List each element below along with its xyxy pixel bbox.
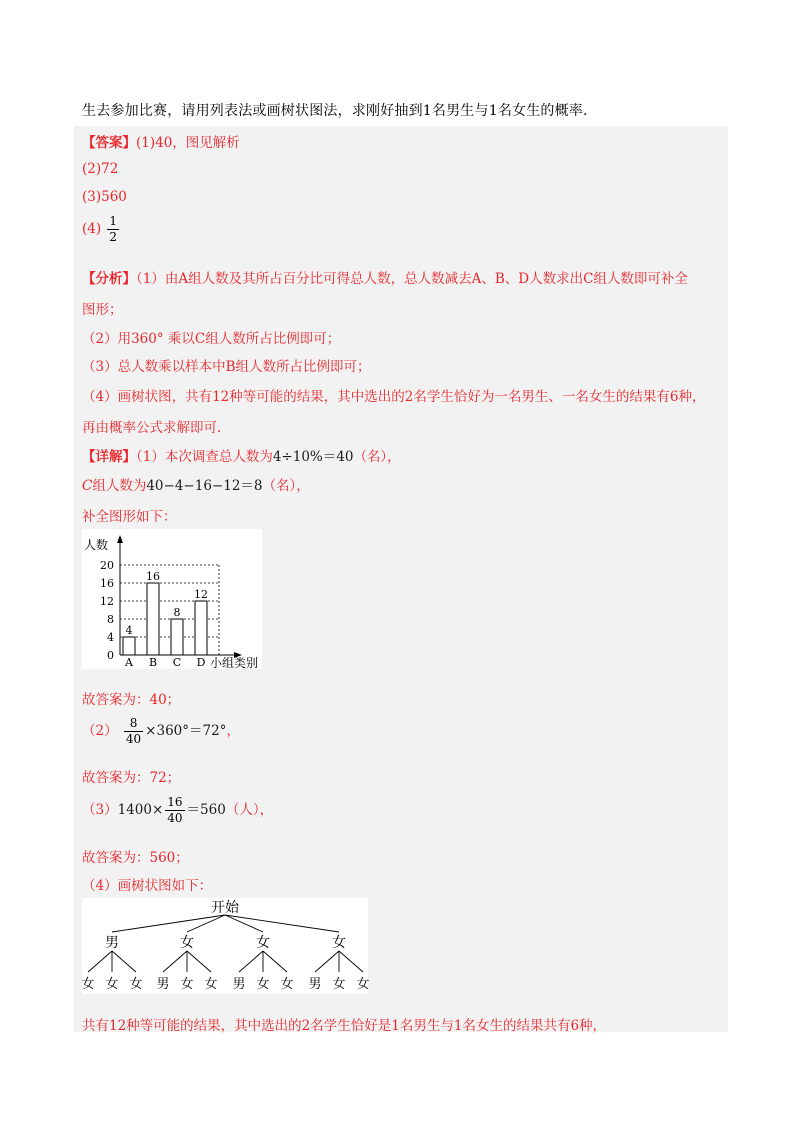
y-axis-label: 人数 <box>84 538 109 552</box>
x-tick-label: D <box>196 656 206 669</box>
fraction-denominator: 40 <box>125 732 142 746</box>
detail-part-4: （4）画树状图如下： <box>82 878 213 894</box>
tree-leaf-node: 男 <box>232 977 246 992</box>
tree-level1-node: 女 <box>180 935 194 951</box>
bar-data-label: 12 <box>194 588 208 601</box>
tree-leaf-node: 女 <box>105 977 119 992</box>
tree-diagram <box>82 898 368 994</box>
analysis-text-4: （3）总人数乘以样本中B组人数所占比例即可； <box>82 359 371 375</box>
part-2-fraction <box>124 716 143 747</box>
detail-line-2 <box>82 474 310 494</box>
tree-leaf-node: 男 <box>156 977 170 992</box>
analysis-text-5: （4）画树状图，共有12种等可能的结果，其中选出的2名学生恰好为一名男生、一名女生的结果有6种， <box>82 389 706 405</box>
detail-tag: 【详解】 <box>82 449 136 465</box>
analysis-tag: 【分析】 <box>82 271 136 287</box>
detail-text-1: （1）本次调查总人数为 <box>136 449 273 465</box>
part-3-unit: （人）， <box>225 802 274 818</box>
part-3-fraction <box>165 795 184 826</box>
bar-chart-svg <box>82 529 262 669</box>
bar <box>171 619 183 655</box>
bar-data-label: 4 <box>125 624 133 637</box>
fraction-denominator: 2 <box>109 230 118 244</box>
tree-leaf-node: 男 <box>308 977 322 992</box>
tree-leaf-node: 女 <box>180 977 194 992</box>
tree-leaf-node: 女 <box>81 977 95 992</box>
answer-line-1 <box>82 131 240 151</box>
detail-answer-1: 故答案为：40； <box>82 692 181 708</box>
tree-branch <box>187 951 211 972</box>
analysis-text-6: 再由概率公式求解即可. <box>82 420 222 436</box>
tree-leaf-node: 女 <box>129 977 143 992</box>
fraction-numerator: 8 <box>124 716 143 732</box>
y-tick-label: 20 <box>100 559 114 572</box>
y-tick-label: 0 <box>107 649 114 662</box>
detail-text-2: 组人数为 <box>92 478 147 494</box>
tree-branch <box>339 951 363 972</box>
tree-branch <box>225 915 339 932</box>
tree-leaf-node: 女 <box>256 977 270 992</box>
bar-chart <box>82 529 262 669</box>
analysis-text-2: 图形； <box>82 302 123 318</box>
detail-formula-2: 40−4−16−12＝8 <box>146 478 263 494</box>
x-axis-label: 小组类别 <box>210 656 259 670</box>
bar-data-label: 8 <box>173 606 181 619</box>
x-tick-label: A <box>125 656 133 669</box>
x-tick-label: B <box>148 656 158 669</box>
part-3-formula: ＝560 <box>186 802 226 818</box>
answer-3: (3)560 <box>82 189 127 205</box>
detail-answer-2: 故答案为：72； <box>82 770 181 786</box>
tree-leaf-node: 女 <box>280 977 294 992</box>
analysis-text-1: （1）由A组人数及其所占百分比可得总人数，总人数减去A、B、D人数求出C组人数即可补全 <box>136 271 688 287</box>
answer-4-prefix: (4) <box>82 221 102 237</box>
fraction-denominator: 40 <box>167 811 183 825</box>
question-continuation: 生去参加比赛，请用列表法或画树状图法，求刚好抽到1名男生与1名女生的概率. <box>82 103 588 119</box>
tree-branch <box>315 951 339 972</box>
part-2-tail: ， <box>226 723 240 739</box>
answer-4-fraction <box>107 214 119 245</box>
detail-line-1 <box>82 445 401 465</box>
tree-branch <box>112 915 225 932</box>
part-2-formula: ×360°＝72° <box>145 723 227 739</box>
answer-tag: 【答案】 <box>82 135 136 151</box>
bar-data-label: 16 <box>146 570 160 583</box>
answer-2: (2)72 <box>82 161 119 177</box>
tree-branch <box>239 951 263 972</box>
bar <box>123 637 135 655</box>
detail-unit-1: （名）， <box>353 449 401 465</box>
tree-branch <box>112 951 136 972</box>
bar <box>195 601 207 655</box>
tree-leaf-node: 女 <box>356 977 370 992</box>
detail-answer-3: 故答案为：560； <box>82 850 189 866</box>
tree-level1-node: 女 <box>332 935 346 951</box>
answer-1: (1)40，图见解析 <box>136 135 240 151</box>
x-tick-label: C <box>172 656 182 669</box>
detail-part-2 <box>82 716 240 747</box>
tree-branch <box>263 951 287 972</box>
fraction-numerator: 16 <box>167 795 183 809</box>
detail-unit-2: （名）， <box>262 478 310 494</box>
y-tick-label: 4 <box>107 631 114 644</box>
fraction-numerator: 1 <box>109 214 118 228</box>
tree-leaf-node: 女 <box>204 977 218 992</box>
part-2-prefix: （2） <box>82 723 118 739</box>
y-tick-label: 12 <box>100 595 114 608</box>
tree-branch <box>163 951 187 972</box>
part-3-prefix: （3） <box>82 802 118 818</box>
analysis-line-1 <box>82 267 688 287</box>
tree-branch <box>88 951 112 972</box>
detail-text-3: 补全图形如下： <box>82 509 177 525</box>
answer-4 <box>82 214 121 245</box>
detail-part-3 <box>82 795 273 826</box>
tree-diagram-svg <box>82 898 368 994</box>
tree-root: 开始 <box>211 900 239 916</box>
y-axis-arrow <box>117 535 123 543</box>
tree-leaf-node: 女 <box>332 977 346 992</box>
detail-final: 共有12种等可能的结果，其中选出的2名学生恰好是1名男生与1名女生的结果共有6种， <box>82 1018 607 1034</box>
y-tick-label: 16 <box>100 577 114 590</box>
tree-level1-node: 女 <box>256 935 270 951</box>
bar <box>147 583 159 655</box>
y-tick-label: 8 <box>107 613 114 626</box>
analysis-text-3: （2）用360° 乘以C组人数所占比例即可； <box>82 331 341 347</box>
tree-level1-node: 男 <box>105 935 119 951</box>
detail-c-letter: C <box>82 478 93 494</box>
detail-formula-1: 4÷10%＝40 <box>272 449 354 465</box>
part-3-lead: 1400× <box>117 802 164 818</box>
